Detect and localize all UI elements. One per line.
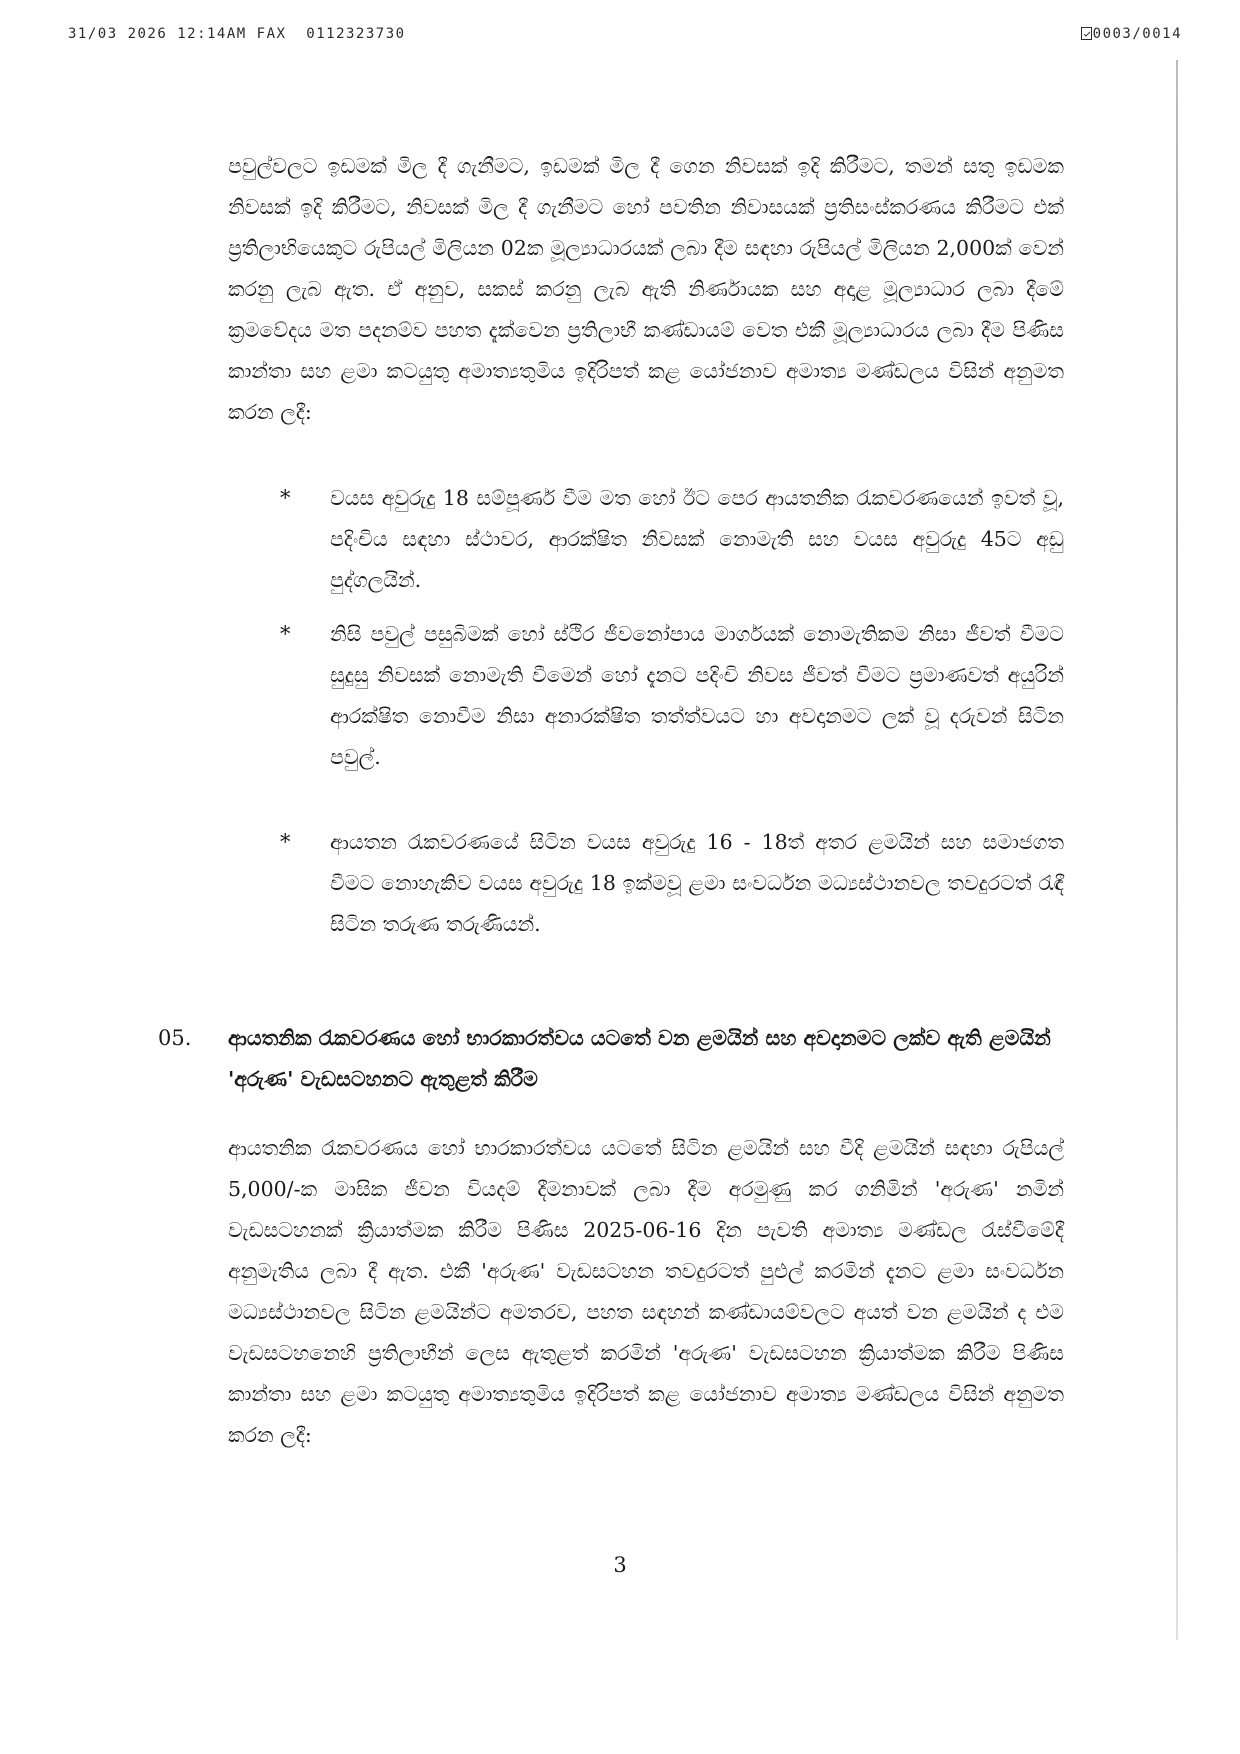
bullet-text: නිසි පවුල් පසුබිමක් හෝ ස්ථිර ජීවනෝපාය මාර්ගයක් නොමැතිකම නිසා ජීවත් වීමට සුදුසු නිවසක් නොමැති වීමෙන් හෝ දැනට පදිංචි නිවස ජීවත් වීමට ප්‍රමාණවත් අයුරින් ආරක්ෂිත නොවීම නිසා අනාරක්ෂිත තත්ත්වයට හා අවදානමට ලක් වූ දරුවන් සිටින පවුල්. <box>330 622 1064 769</box>
fax-page-icon <box>1081 27 1092 40</box>
fax-transmission-info: 31/03 2026 12:14AM FAX 0112323730 <box>68 26 406 42</box>
section-number: 05. <box>158 1026 192 1050</box>
bullet-text: වයස අවුරුදු 18 සම්පූර්ණ වීම මත හෝ ඊට පෙර ආයතනික රැකවරණයෙන් ඉවත් වූ, පදිංචිය සඳහා ස්ථාවර, ආරක්ෂිත නිවසක් නොමැති සහ වයස අවුරුදු 45ට අඩු පුද්ගලයින්. <box>330 486 1064 592</box>
bullet-text: ආයතන රැකවරණයේ සිටින වයස අවුරුදු 16 - 18ත් අතර ළමයින් සහ සමාජගත වීමට නොහැකිව වයස අවුරුදු 18 ඉක්මවූ ළමා සංවර්ධන මධ්‍යස්ථානවල තවදුරටත් රැඳී සිටින තරුණ තරුණියන්. <box>330 830 1064 936</box>
section-5-body: ආයතනික රැකවරණය හෝ භාරකාරත්වය යටතේ සිටින ළමයින් සහ වීදි ළමයින් සඳහා රුපියල් 5,000/-ක මාසික ජීවන වියදම් දීමනාවක් ලබා දීම අරමුණු කර ගනිමින් 'අරුණ' නමින් වැඩසටහනක් ක්‍රියාත්මක කිරීම පිණිස 2025-06-16 දින පැවති අමාත්‍ය මණ්ඩල රැස්වීමේදී අනුමැතිය ලබා දී ඇත. එකී 'අරුණ' වැඩසටහන තවදුරටත් පුළුල් කරමින් දැනට ළමා සංවර්ධන මධ්‍යස්ථානවල සිටින ළමයින්ට අමතරව, පහත සඳහන් කණ්ඩායම්වලට අයත් වන ළමයින් ද එම වැඩසටහනෙහි ප්‍රතිලාභීන් ලෙස ඇතුළත් කරමින් 'අරුණ' වැඩසටහන ක්‍රියාත්මක කිරීම පිණිස කාන්තා සහ ළමා කටයුතු අමාත්‍යතුමිය ඉදිරිපත් කළ යෝජනාව අමාත්‍ය මණ්ඩලය විසින් අනුමත කරන ලදී: <box>228 1136 1064 1447</box>
fax-page-counter <box>1081 26 1182 42</box>
bullet-marker: * <box>280 486 291 510</box>
fax-page-number: 0003/0014 <box>1092 26 1182 42</box>
scan-edge-line <box>1176 60 1178 1640</box>
bullet-marker: * <box>280 622 291 646</box>
bullet-marker: * <box>280 830 291 854</box>
fax-header <box>68 26 1182 48</box>
paragraph-1: පවුල්වලට ඉඩමක් මිල දී ගැනීමට, ඉඩමක් මිල දී ගෙන නිවසක් ඉදි කිරීමට, තමන් සතු ඉඩමක නිවසක් ඉදි කිරීමට, නිවසක් මිල දී ගැනීමට හෝ පවතින නිවාසයක් ප්‍රතිසංස්කරණය කිරීමට එක් ප්‍රතිලාභියෙකුට රුපියල් මිලියන 02ක මූල්‍යාධාරයක් ලබා දීම සඳහා රුපියල් මිලියන 2,000ක් වෙන් කරනු ලැබ ඇත. ඒ අනුව, සකස් කරනු ලැබ ඇති නිර්ණායක සහ අදාළ මූල්‍යාධාර ලබා දීමේ ක්‍රමවේදය මත පදනම්ව පහත දැක්වෙන ප්‍රතිලාභී කණ්ඩායම් වෙත එකී මූල්‍යාධාරය ලබා දීම පිණිස කාන්තා සහ ළමා කටයුතු අමාත්‍යතුමිය ඉදිරිපත් කළ යෝජනාව අමාත්‍ය මණ්ඩලය විසින් අනුමත කරන ලදී: <box>228 154 1064 424</box>
section-heading: ආයතනික රැකවරණය හෝ භාරකාරත්වය යටතේ වන ළමයින් සහ අවදානමට ලක්ව ඇති ළමයින් 'අරුණ' වැඩසටහනට ඇතුළත් කිරීම <box>228 1026 1051 1091</box>
page-number: 3 <box>613 1553 627 1577</box>
